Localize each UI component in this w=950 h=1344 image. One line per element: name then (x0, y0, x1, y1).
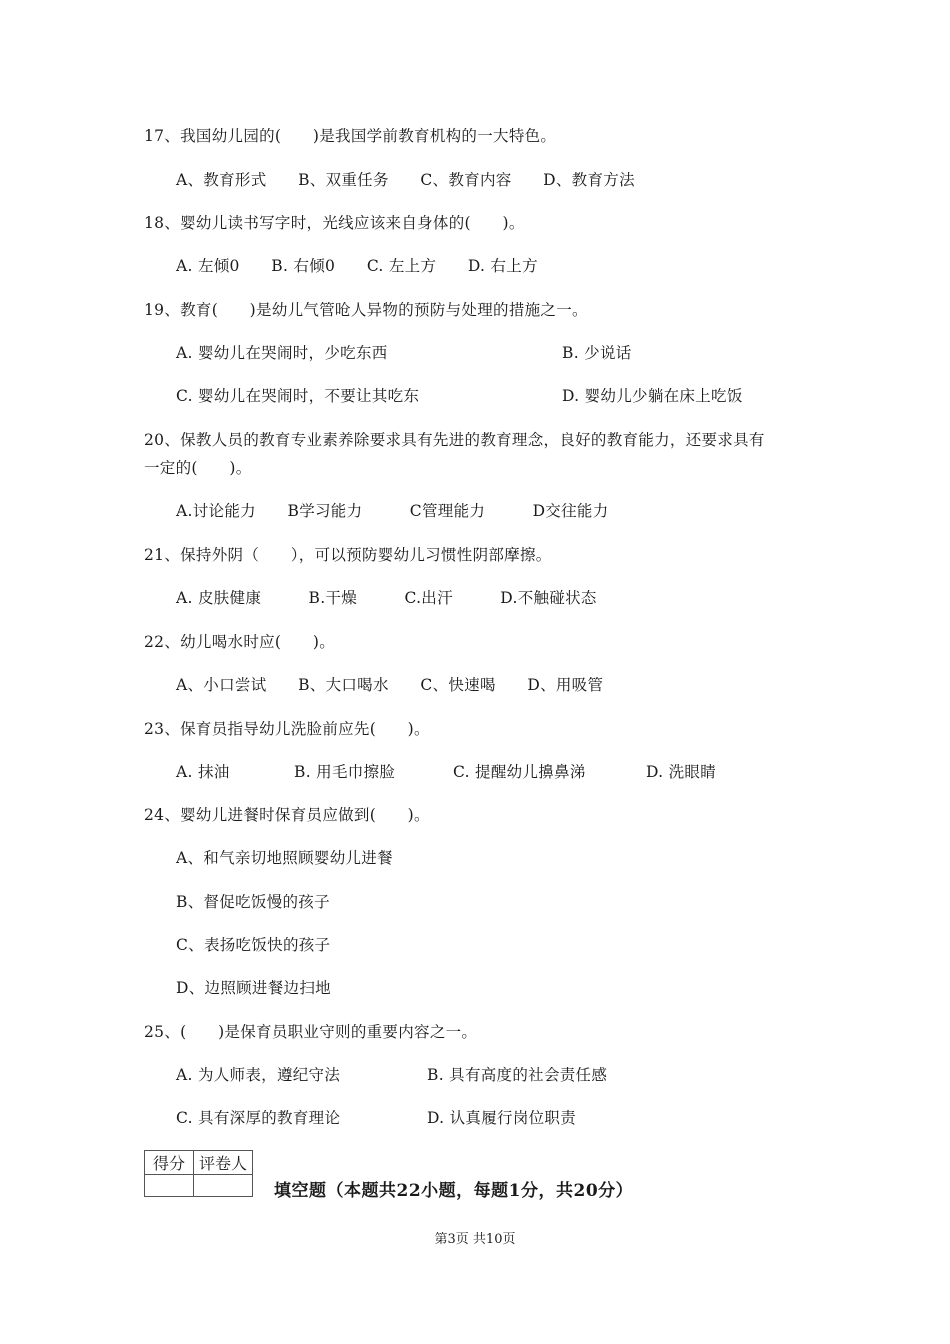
score-table (144, 1150, 253, 1197)
question-20-stem: 20、保教人员的教育专业素养除要求具有先进的教育理念，良好的教育能力，还要求具有 (144, 431, 765, 449)
question-25-option-c: C. 具有深厚的教育理论 (176, 1109, 341, 1127)
question-19-stem: 19、教育( )是幼儿气管呛人异物的预防与处理的措施之一。 (144, 301, 588, 319)
grader-cell (194, 1175, 253, 1197)
question-19-option-d: D. 婴幼儿少躺在床上吃饭 (562, 387, 743, 405)
question-22-stem: 22、幼儿喝水时应( )。 (144, 633, 336, 651)
question-24-option-a: A、和气亲切地照顾婴幼儿进餐 (176, 849, 393, 867)
question-24-option-d: D、边照顾进餐边扫地 (176, 979, 331, 997)
question-25-stem: 25、( )是保育员职业守则的重要内容之一。 (144, 1023, 478, 1041)
question-23-option-d: D. 洗眼睛 (646, 763, 717, 781)
score-cell (145, 1175, 194, 1197)
question-23-option-c: C. 提醒幼儿擤鼻涕 (453, 763, 586, 781)
question-23-stem: 23、保育员指导幼儿洗脸前应先( )。 (144, 720, 430, 738)
page-footer: 第3页 共10页 (434, 1232, 516, 1247)
grader-header: 评卷人 (194, 1151, 253, 1175)
question-25-option-a: A. 为人师表，遵纪守法 (176, 1066, 341, 1084)
question-24-option-b: B、督促吃饭慢的孩子 (176, 893, 330, 911)
question-18-stem: 18、婴幼儿读书写字时，光线应该来自身体的( )。 (144, 214, 525, 232)
question-24-option-c: C、表扬吃饭快的孩子 (176, 936, 331, 954)
question-21-options: A. 皮肤健康 B.干燥 C.出汗 D.不触碰状态 (176, 589, 597, 607)
question-23-option-a: A. 抹油 (176, 763, 230, 781)
question-19-option-a: A. 婴幼儿在哭闹时，少吃东西 (176, 344, 388, 362)
question-25-option-b: B. 具有高度的社会责任感 (427, 1066, 608, 1084)
question-24-stem: 24、婴幼儿进餐时保育员应做到( )。 (144, 806, 430, 824)
question-17-stem: 17、我国幼儿园的( )是我国学前教育机构的一大特色。 (144, 127, 557, 145)
question-20-stem-continued: 一定的( )。 (144, 459, 252, 477)
question-23-option-b: B. 用毛巾擦脸 (294, 763, 396, 781)
question-21-stem: 21、保持外阴（ ），可以预防婴幼儿习惯性阴部摩擦。 (144, 546, 552, 564)
question-19-option-c: C. 婴幼儿在哭闹时，不要让其吃东 (176, 387, 420, 405)
question-20-options: A.讨论能力 B学习能力 C管理能力 D交往能力 (176, 502, 609, 520)
score-header: 得分 (145, 1151, 194, 1175)
section-title: 填空题（本题共22小题，每题1分，共20分） (274, 1181, 634, 1201)
question-25-option-d: D. 认真履行岗位职责 (427, 1109, 577, 1127)
question-18-options: A. 左倾0 B. 右倾0 C. 左上方 D. 右上方 (176, 257, 538, 275)
question-22-options: A、小口尝试 B、大口喝水 C、快速喝 D、用吸管 (176, 676, 604, 694)
question-19-option-b: B. 少说话 (562, 344, 632, 362)
question-17-options: A、教育形式 B、双重任务 C、教育内容 D、教育方法 (176, 171, 635, 189)
